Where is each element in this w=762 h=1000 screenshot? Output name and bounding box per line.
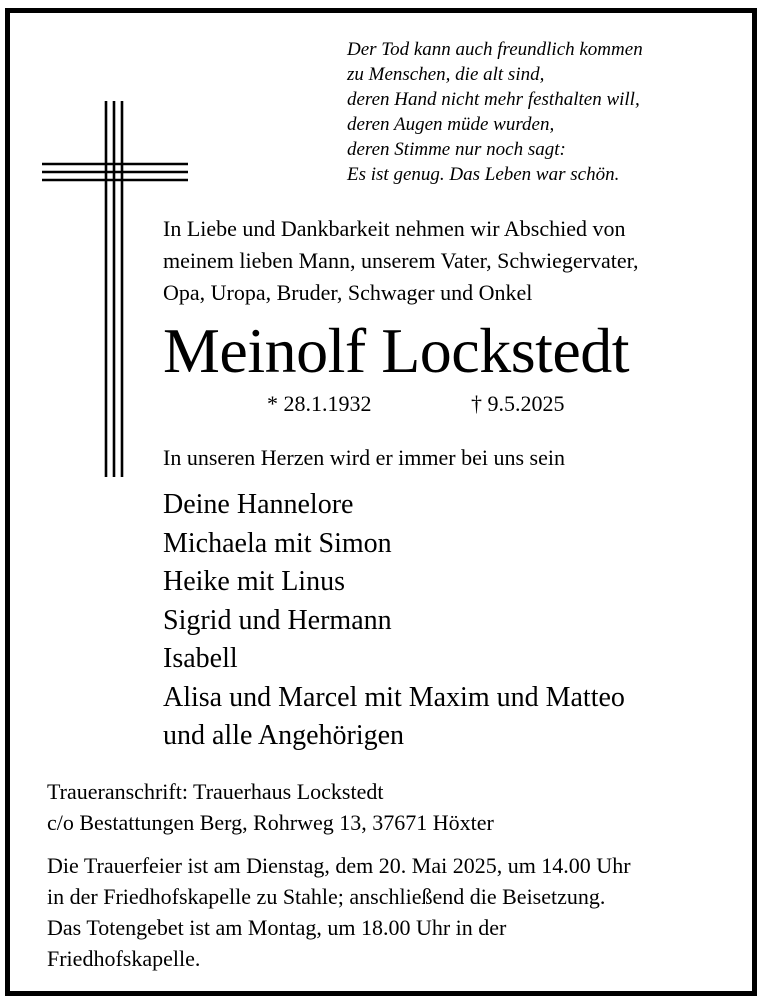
mourners-list bbox=[163, 486, 625, 756]
mourner: und alle Angehörigen bbox=[163, 720, 405, 751]
mourner: Alisa und Marcel mit Maxim und Matteo bbox=[163, 681, 625, 713]
poem-line: deren Stimme nur noch sagt: bbox=[347, 139, 566, 160]
mourning-address bbox=[47, 776, 494, 838]
poem-line: Der Tod kann auch freundlich kommen bbox=[347, 39, 643, 60]
intro-line: In Liebe und Dankbarkeit nehmen wir Abschied von bbox=[163, 216, 626, 241]
mourner: Sigrid und Hermann bbox=[163, 604, 392, 636]
intro-line: meinem lieben Mann, unserem Vater, Schwiegervater, bbox=[163, 248, 639, 273]
deceased-name: Meinolf Lockstedt bbox=[163, 315, 630, 386]
service-line: Friedhofskapelle. bbox=[47, 946, 201, 971]
service-line: Das Totengebet ist am Montag, um 18.00 Uhr in der bbox=[47, 915, 507, 940]
address-line: c/o Bestattungen Berg, Rohrweg 13, 37671 Höxter bbox=[47, 810, 494, 835]
poem-line: deren Augen müde wurden, bbox=[347, 114, 555, 135]
service-info bbox=[47, 850, 631, 974]
poem-line: Es ist genug. Das Leben war schön. bbox=[347, 164, 620, 185]
mourner: Deine Hannelore bbox=[163, 489, 354, 520]
obituary-frame bbox=[5, 8, 757, 996]
address-line: Traueranschrift: Trauerhaus Lockstedt bbox=[47, 779, 384, 804]
poem-line: deren Hand nicht mehr festhalten will, bbox=[347, 89, 640, 110]
intro-text bbox=[163, 213, 743, 309]
poem bbox=[347, 37, 643, 187]
intro-line: Opa, Uropa, Bruder, Schwager und Onkel bbox=[163, 280, 533, 305]
birth-date: * 28.1.1932 bbox=[267, 391, 372, 416]
service-line: Die Trauerfeier ist am Dienstag, dem 20. Mai 2025, um 14.00 Uhr bbox=[47, 853, 631, 878]
motto: In unseren Herzen wird er immer bei uns sein bbox=[163, 445, 565, 470]
mourner: Michaela mit Simon bbox=[163, 527, 392, 559]
poem-line: zu Menschen, die alt sind, bbox=[347, 64, 545, 85]
mourner: Heike mit Linus bbox=[163, 566, 345, 597]
mourner: Isabell bbox=[163, 643, 238, 674]
death-date: † 9.5.2025 bbox=[471, 391, 565, 416]
service-line: in der Friedhofskapelle zu Stahle; anschließend die Beisetzung. bbox=[47, 884, 606, 909]
